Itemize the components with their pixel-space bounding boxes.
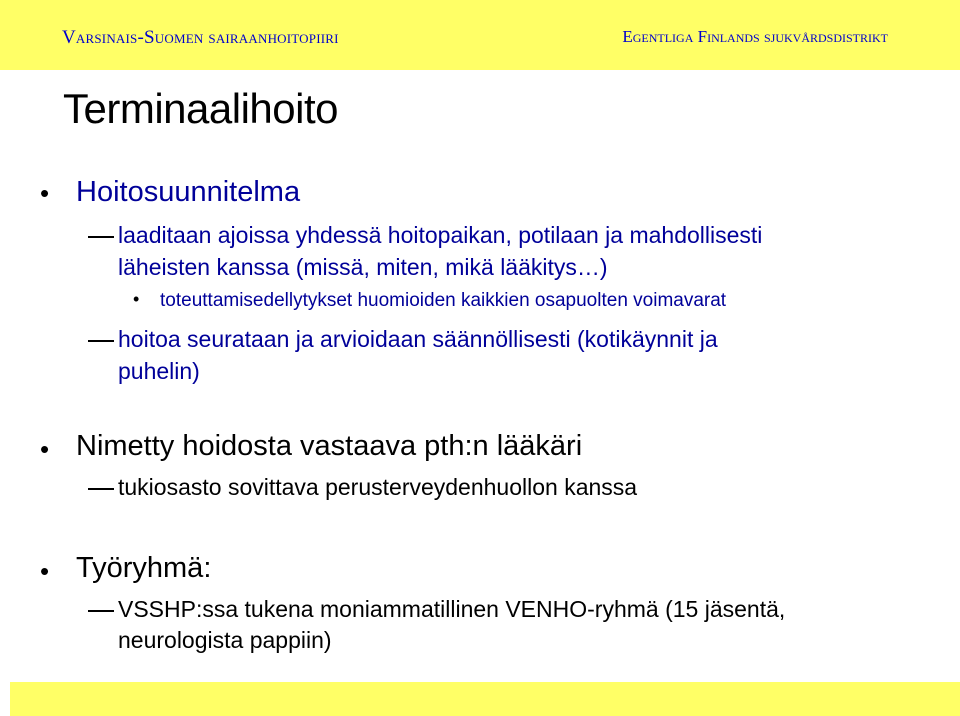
bullet-dot-icon: • (40, 434, 50, 464)
sub-sub-bullet-text: toteuttamisedellytykset huomioiden kaikkien osapuolten voimavarat (160, 290, 727, 311)
bullet-tyoryhma: Työryhmä: (76, 552, 212, 584)
bullet-dot-icon: • (40, 556, 50, 586)
dash-icon (88, 488, 114, 490)
dash-icon (88, 236, 114, 238)
sub-bullet-text-cont: läheisten kanssa (missä, miten, mikä lääkitys…) (118, 254, 608, 280)
sub-bullet-text: laaditaan ajoissa yhdessä hoitopaikan, potilaan ja mahdollisesti (118, 222, 763, 248)
slide-title: Terminaalihoito (63, 85, 338, 132)
dash-icon (88, 610, 114, 612)
bullet-dot-icon: • (40, 178, 50, 208)
org-name-finnish: Varsinais-Suomen sairaanhoitopiiri (62, 27, 339, 48)
sub-bullet-text-cont: neurologista pappiin) (118, 627, 332, 653)
sub-bullet-text-cont: puhelin) (118, 358, 200, 384)
sub-bullet-text: hoitoa seurataan ja arvioidaan säännöllisesti (kotikäynnit ja (118, 326, 718, 352)
sub-bullet-text: tukiosasto sovittava perusterveydenhuollon kanssa (118, 474, 638, 500)
footer-bar (10, 682, 960, 716)
org-name-swedish: Egentliga Finlands sjukvårdsdistrikt (622, 27, 888, 46)
bullet-dot-icon: • (133, 289, 140, 309)
bullet-hoitosuunnitelma: Hoitosuunnitelma (76, 176, 301, 208)
dash-icon (88, 340, 114, 342)
header-bar (0, 0, 960, 70)
sub-bullet-text: VSSHP:ssa tukena moniammatillinen VENHO-ryhmä (15 jäsentä, (118, 596, 786, 622)
bullet-laakari: Nimetty hoidosta vastaava pth:n lääkäri (76, 430, 583, 462)
